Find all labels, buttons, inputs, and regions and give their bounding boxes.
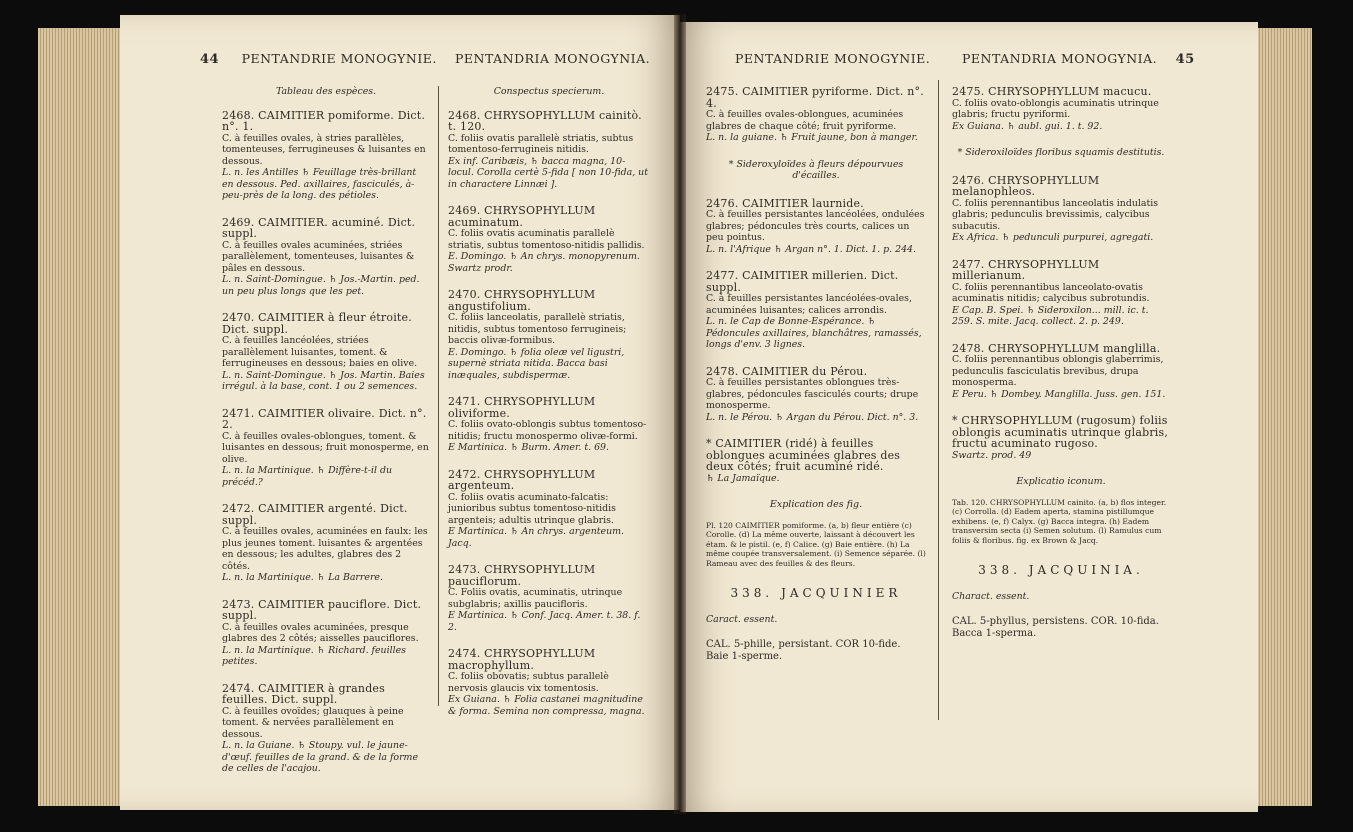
species-entry xyxy=(448,289,650,381)
header-left-french: PENTANDRIE MONOGYNIE. xyxy=(241,51,437,66)
species-entry xyxy=(706,366,926,424)
species-locality: L. n. l'Afrique ♄ Argan n°. 1. Dict. 1. p. 244. xyxy=(706,243,916,255)
species-entry xyxy=(706,270,926,351)
col3-entries-b xyxy=(706,198,926,485)
species-heading: 2468. CAIMITIER pomiforme. Dict. n°. 1. xyxy=(222,108,426,133)
page-number-right: 45 xyxy=(1175,52,1195,67)
species-entry xyxy=(448,469,650,550)
species-locality: E Martinica. ♄ Conf. Jacq. Amer. t. 38. f. 2. xyxy=(448,610,641,633)
species-heading: 2478. CHRYSOPHYLLUM manglilla. xyxy=(952,341,1161,355)
species-entry xyxy=(448,205,650,274)
species-heading: * CAIMITIER (ridé) à feuilles oblongues acuminées glabres des deux côtés; fruit acuminé ridé. xyxy=(706,437,901,473)
species-heading: * CHRYSOPHYLLUM (rugosum) foliis oblongis acuminatis utrinque glabris, fructu acuminato rugoso. xyxy=(952,414,1169,450)
col3-genus-heading: 338. JACQUINIER xyxy=(730,586,902,600)
col4-character-text: CAL. 5-phyllus, persistens. COR. 10-fida. Bacca 1-sperma. xyxy=(952,616,1159,639)
species-heading: 2473. CHRYSOPHYLLUM pauciflorum. xyxy=(448,563,596,588)
species-locality: L. n. le Cap de Bonne-Espérance. ♄ Pédoncules axillaires, blanchâtres, ramassés, longs d'env. 3 lignes. xyxy=(706,316,922,350)
species-heading: 2470. CAIMITIER à fleur étroite. Dict. suppl. xyxy=(222,311,412,336)
column-divider-right xyxy=(938,80,939,720)
species-description: C. à feuilles lancéolées, striées parallèlement luisantes, toment. & ferrugineuses en dessous; baies en olive. xyxy=(222,335,418,369)
species-entry xyxy=(952,175,1170,244)
col3-character-heading: Caract. essent. xyxy=(706,613,778,625)
species-description: C. foliis perennantibus oblongis glaberrimis, pedunculis fasciculatis brevibus, drupa monosperma. xyxy=(952,354,1164,388)
species-description: C. à feuilles ovoïdes; glauques à peine toment. & nervées parallèlement en dessous. xyxy=(222,705,404,740)
species-heading: 2475. CAIMITIER pyriforme. Dict. n°. 4. xyxy=(706,85,924,110)
col2-subtitle: Conspectus specierum. xyxy=(493,86,605,97)
col4-entries-b xyxy=(952,175,1170,462)
species-description: C. à feuilles ovales-oblongues, toment. & luisantes en dessous; fruit monosperme, en olive. xyxy=(222,430,429,465)
species-heading: 2477. CAIMITIER millerien. Dict. suppl. xyxy=(706,269,899,294)
species-entry xyxy=(952,343,1170,401)
species-locality: L. n. Saint-Domingue. ♄ Jos.-Martin. ped. un peu plus longs que les pet. xyxy=(222,274,420,297)
column-french-right xyxy=(706,86,926,663)
col2-entries xyxy=(448,110,650,718)
species-heading: 2473. CAIMITIER pauciflore. Dict. suppl. xyxy=(222,597,422,622)
species-heading: 2475. CHRYSOPHYLLUM macucu. xyxy=(952,85,1152,98)
col4-group-note: * Sideroxiloïdes floribus squamis destitutis. xyxy=(957,147,1165,158)
species-heading: 2477. CHRYSOPHYLLUM millerianum. xyxy=(952,257,1100,282)
species-entry xyxy=(222,408,430,489)
species-heading: 2474. CAIMITIER à grandes feuilles. Dict. suppl. xyxy=(222,681,385,706)
left-page-header xyxy=(200,51,437,67)
col4-explanation-heading: Explicatio iconum. xyxy=(1016,476,1106,487)
species-heading: 2478. CAIMITIER du Pérou. xyxy=(706,364,868,378)
species-locality: L. n. les Antilles ♄ Feuillage très-brillant en dessous. Ped. axillaires, fasciculés, à-peu-près de la long. des pétioles. xyxy=(222,167,417,201)
right-page-header xyxy=(962,51,1195,67)
species-description: C. à feuilles ovales, acuminées en faulx: les plus jeunes toment. luisantes & argentées en dessous; les adultes, glabres des 2 côtés. xyxy=(222,526,428,572)
species-heading: 2472. CHRYSOPHYLLUM argenteum. xyxy=(448,467,596,492)
col4-explanation: Tab. 120. CHRYSOPHYLLUM cainito. (a, b) flos integer. (c) Corrolla. (d) Eadem aperta, stamina pistillumque exhibens. (e, f) Calyx. (g) Bacca integra. (h) Eadem transversim secta (i) Semen solutum. (l) Ramulus cum foliis & floribus. fig. ex Brown & Jacq. xyxy=(952,497,1167,545)
species-entry xyxy=(952,259,1170,328)
column-latin-left xyxy=(448,86,650,732)
species-locality: L. n. la Martinique. ♄ Richard. feuilles petites. xyxy=(222,644,406,667)
species-description: C. foliis obovatis; subtus parallelè nervosis glaucis vix tomentosis. xyxy=(448,671,609,694)
species-description: C. foliis lanceolatis, parallelè striatis, nitidis, subtus tomentoso ferrugineis; baccis olivæ-formibus. xyxy=(448,312,627,346)
species-heading: 2472. CAIMITIER argenté. Dict. suppl. xyxy=(222,502,408,527)
species-locality: E Peru. ♄ Dombey. Manglilla. Juss. gen. 151. xyxy=(952,388,1166,400)
species-heading: 2469. CHRYSOPHYLLUM acuminatum. xyxy=(448,204,596,229)
col1-entries xyxy=(222,110,430,775)
species-locality: E Cap. B. Spei. ♄ Sideroxilon... mill. ic. t. 259. S. mite. Jacq. collect. 2. p. 249. xyxy=(952,304,1149,327)
species-entry xyxy=(952,86,1170,132)
species-entry xyxy=(448,110,650,191)
species-description: C. à feuilles ovales acuminées, striées parallèlement, tomenteuses, luisantes & pâles en dessous. xyxy=(222,239,415,274)
species-description: C. à feuilles ovales acuminées, presque glabres des 2 côtés; aisselles pauciflores. xyxy=(222,621,419,644)
col4-character-heading: Charact. essent. xyxy=(952,590,1030,602)
col3-character-text: CAL. 5-phille, persistant. COR 10-fide. Baie 1-sperme. xyxy=(706,639,901,662)
species-heading: 2474. CHRYSOPHYLLUM macrophyllum. xyxy=(448,647,596,672)
species-heading: 2470. CHRYSOPHYLLUM angustifolium. xyxy=(448,288,596,313)
species-locality: L. n. la Martinique. ♄ Diffère-t-il du précéd.? xyxy=(222,465,393,488)
species-description: C. foliis ovatis acuminatis parallelè striatis, subtus tomentoso-nitidis pallidis. xyxy=(448,228,645,251)
header-right-latin: PENTANDRIA MONOGYNIA. xyxy=(962,51,1158,66)
species-heading: 2476. CAIMITIER laurnide. xyxy=(706,196,864,210)
col1-subtitle: Tableau des espèces. xyxy=(275,86,377,97)
col3-explanation: Pl. 120 CAIMITIER pomiforme. (a, b) fleur entière (c) Corolle. (d) La même ouverte, laissant à découvert les étam. & le pistil. (e, f) Calice. (g) Baie entière. (h) La même coupée transversalement. (i) Semence séparée. (l) Rameau avec des feuilles & des fleurs. xyxy=(706,520,926,568)
species-entry xyxy=(222,217,430,298)
species-entry xyxy=(222,683,430,775)
col4-genus-heading: 338. JACQUINIA. xyxy=(978,563,1144,577)
species-description: C. à feuilles persistantes lancéolées, ondulées glabres; pédoncules très courts, calices un peu pointus. xyxy=(706,209,925,243)
species-description: C. foliis perennantibus lanceolato-ovatis acuminatis nitidis; calycibus subrotundis. xyxy=(952,281,1150,304)
left-page-edges xyxy=(38,28,124,806)
species-entry xyxy=(448,564,650,633)
species-entry xyxy=(706,438,926,484)
species-locality: E. Domingo. ♄ folia oleæ vel ligustri, supernè striata nitida. Bacca basi inæquales, subdispermæ. xyxy=(448,346,625,381)
species-entry xyxy=(448,396,650,454)
species-locality: Ex inf. Caribæis, ♄ bacca magna, 10-locul. Corolla certè 5-fida [ non 10-fida, ut in charactere Linnæi ]. xyxy=(448,155,648,190)
species-description: C. à feuilles persistantes oblongues très-glabres, pédoncules fasciculés courts; drupe monosperme. xyxy=(706,377,919,411)
species-entry xyxy=(222,312,430,393)
species-entry xyxy=(952,415,1170,461)
column-divider-left xyxy=(438,86,439,706)
species-entry xyxy=(222,599,430,668)
species-description: C. foliis ovatis acuminato-falcatis: junioribus subtus tomentoso-nitidis argenteis; adultis utrinque glabris. xyxy=(448,491,616,526)
species-heading: 2469. CAIMITIER. acuminé. Dict. suppl. xyxy=(222,215,416,240)
col4-entries-a xyxy=(952,86,1170,132)
species-locality: Swartz. prod. 49 xyxy=(952,449,1032,461)
species-description: C. foliis perennantibus lanceolatis indulatis glabris; pedunculis brevissimis, calycibus subacutis. xyxy=(952,197,1159,232)
species-description: C. à feuilles ovales-oblongues, acuminées glabres de chaque côté; fruit pyriforme. xyxy=(706,109,904,132)
page-number-left: 44 xyxy=(200,52,220,67)
header-left-latin: PENTANDRIA MONOGYNIA. xyxy=(455,51,651,66)
species-locality: L. n. Saint-Domingue. ♄ Jos. Martin. Baies irrégul. à la base, cont. 1 ou 2 semences. xyxy=(222,369,425,392)
species-entry xyxy=(448,648,650,717)
species-locality: L. n. la guiane. ♄ Fruit jaune, bon à manger. xyxy=(706,132,918,143)
species-locality: ♄ La Jamaïque. xyxy=(706,472,780,484)
column-french-left xyxy=(222,86,430,790)
species-heading: 2471. CAIMITIER olivaire. Dict. n°. 2. xyxy=(222,406,427,431)
species-entry xyxy=(706,198,926,256)
col3-entries-a xyxy=(706,86,926,144)
species-locality: Ex Guiana. ♄ Folia castanei magnitudine & forma. Semina non compressa, magna. xyxy=(448,694,645,717)
species-heading: 2471. CHRYSOPHYLLUM oliviforme. xyxy=(448,395,596,420)
col3-group-note: * Sideroxyloïdes à fleurs dépourvues d'écailles. xyxy=(728,158,904,181)
book-gutter xyxy=(674,14,686,814)
species-locality: Ex Africa. ♄ pedunculi purpurei, agregati. xyxy=(952,232,1154,243)
species-locality: Ex Guiana. ♄ aubl. gui. 1. t. 92. xyxy=(952,120,1103,132)
species-locality: L. n. la Martinique. ♄ La Barrere. xyxy=(222,572,383,583)
column-latin-right xyxy=(952,86,1170,640)
species-entry xyxy=(222,110,430,202)
header-right-french: PENTANDRIE MONOGYNIE. xyxy=(735,51,931,66)
species-description: C. à feuilles ovales, à stries parallèles, tomenteuses, ferrugineuses & luisantes en dessous. xyxy=(222,132,426,167)
species-description: C. Foliis ovatis, acuminatis, utrinque subglabris; axillis paucifloris. xyxy=(448,587,623,610)
species-description: C. foliis ovato-oblongis subtus tomentoso-nitidis; fructu monospermo olivæ-formi. xyxy=(448,419,647,442)
species-locality: L. n. la Guiane. ♄ Stoupy. vul. le jaune-d'œuf. feuilles de la grand. & de la forme de celles de l'acajou. xyxy=(222,740,418,774)
species-description: C. foliis ovatis parallelè striatis, subtus tomentoso-ferrugineis nitidis. xyxy=(448,132,634,155)
species-heading: 2476. CHRYSOPHYLLUM melanophleos. xyxy=(952,173,1100,198)
species-entry xyxy=(706,86,926,144)
species-heading: 2468. CHRYSOPHYLLUM cainitò. t. 120. xyxy=(448,108,642,133)
species-locality: E. Domingo. ♄ An chrys. monopyrenum. Swartz prodr. xyxy=(448,251,640,274)
species-description: C. à feuilles persistantes lancéolées-ovales, acuminées luisantes; calices arrondis. xyxy=(706,293,912,316)
species-entry xyxy=(222,503,430,584)
species-locality: E Martinica. ♄ An chrys. argenteum. Jacq. xyxy=(448,526,624,549)
species-description: C. foliis ovato-oblongis acuminatis utrinque glabris; fructu pyriformi. xyxy=(952,97,1159,120)
species-locality: L. n. le Pérou. ♄ Argan du Pérou. Dict. n°. 3. xyxy=(706,411,919,423)
col3-explanation-heading: Explication des fig. xyxy=(769,499,863,510)
species-locality: E Martinica. ♄ Burm. Amer. t. 69. xyxy=(448,442,609,453)
